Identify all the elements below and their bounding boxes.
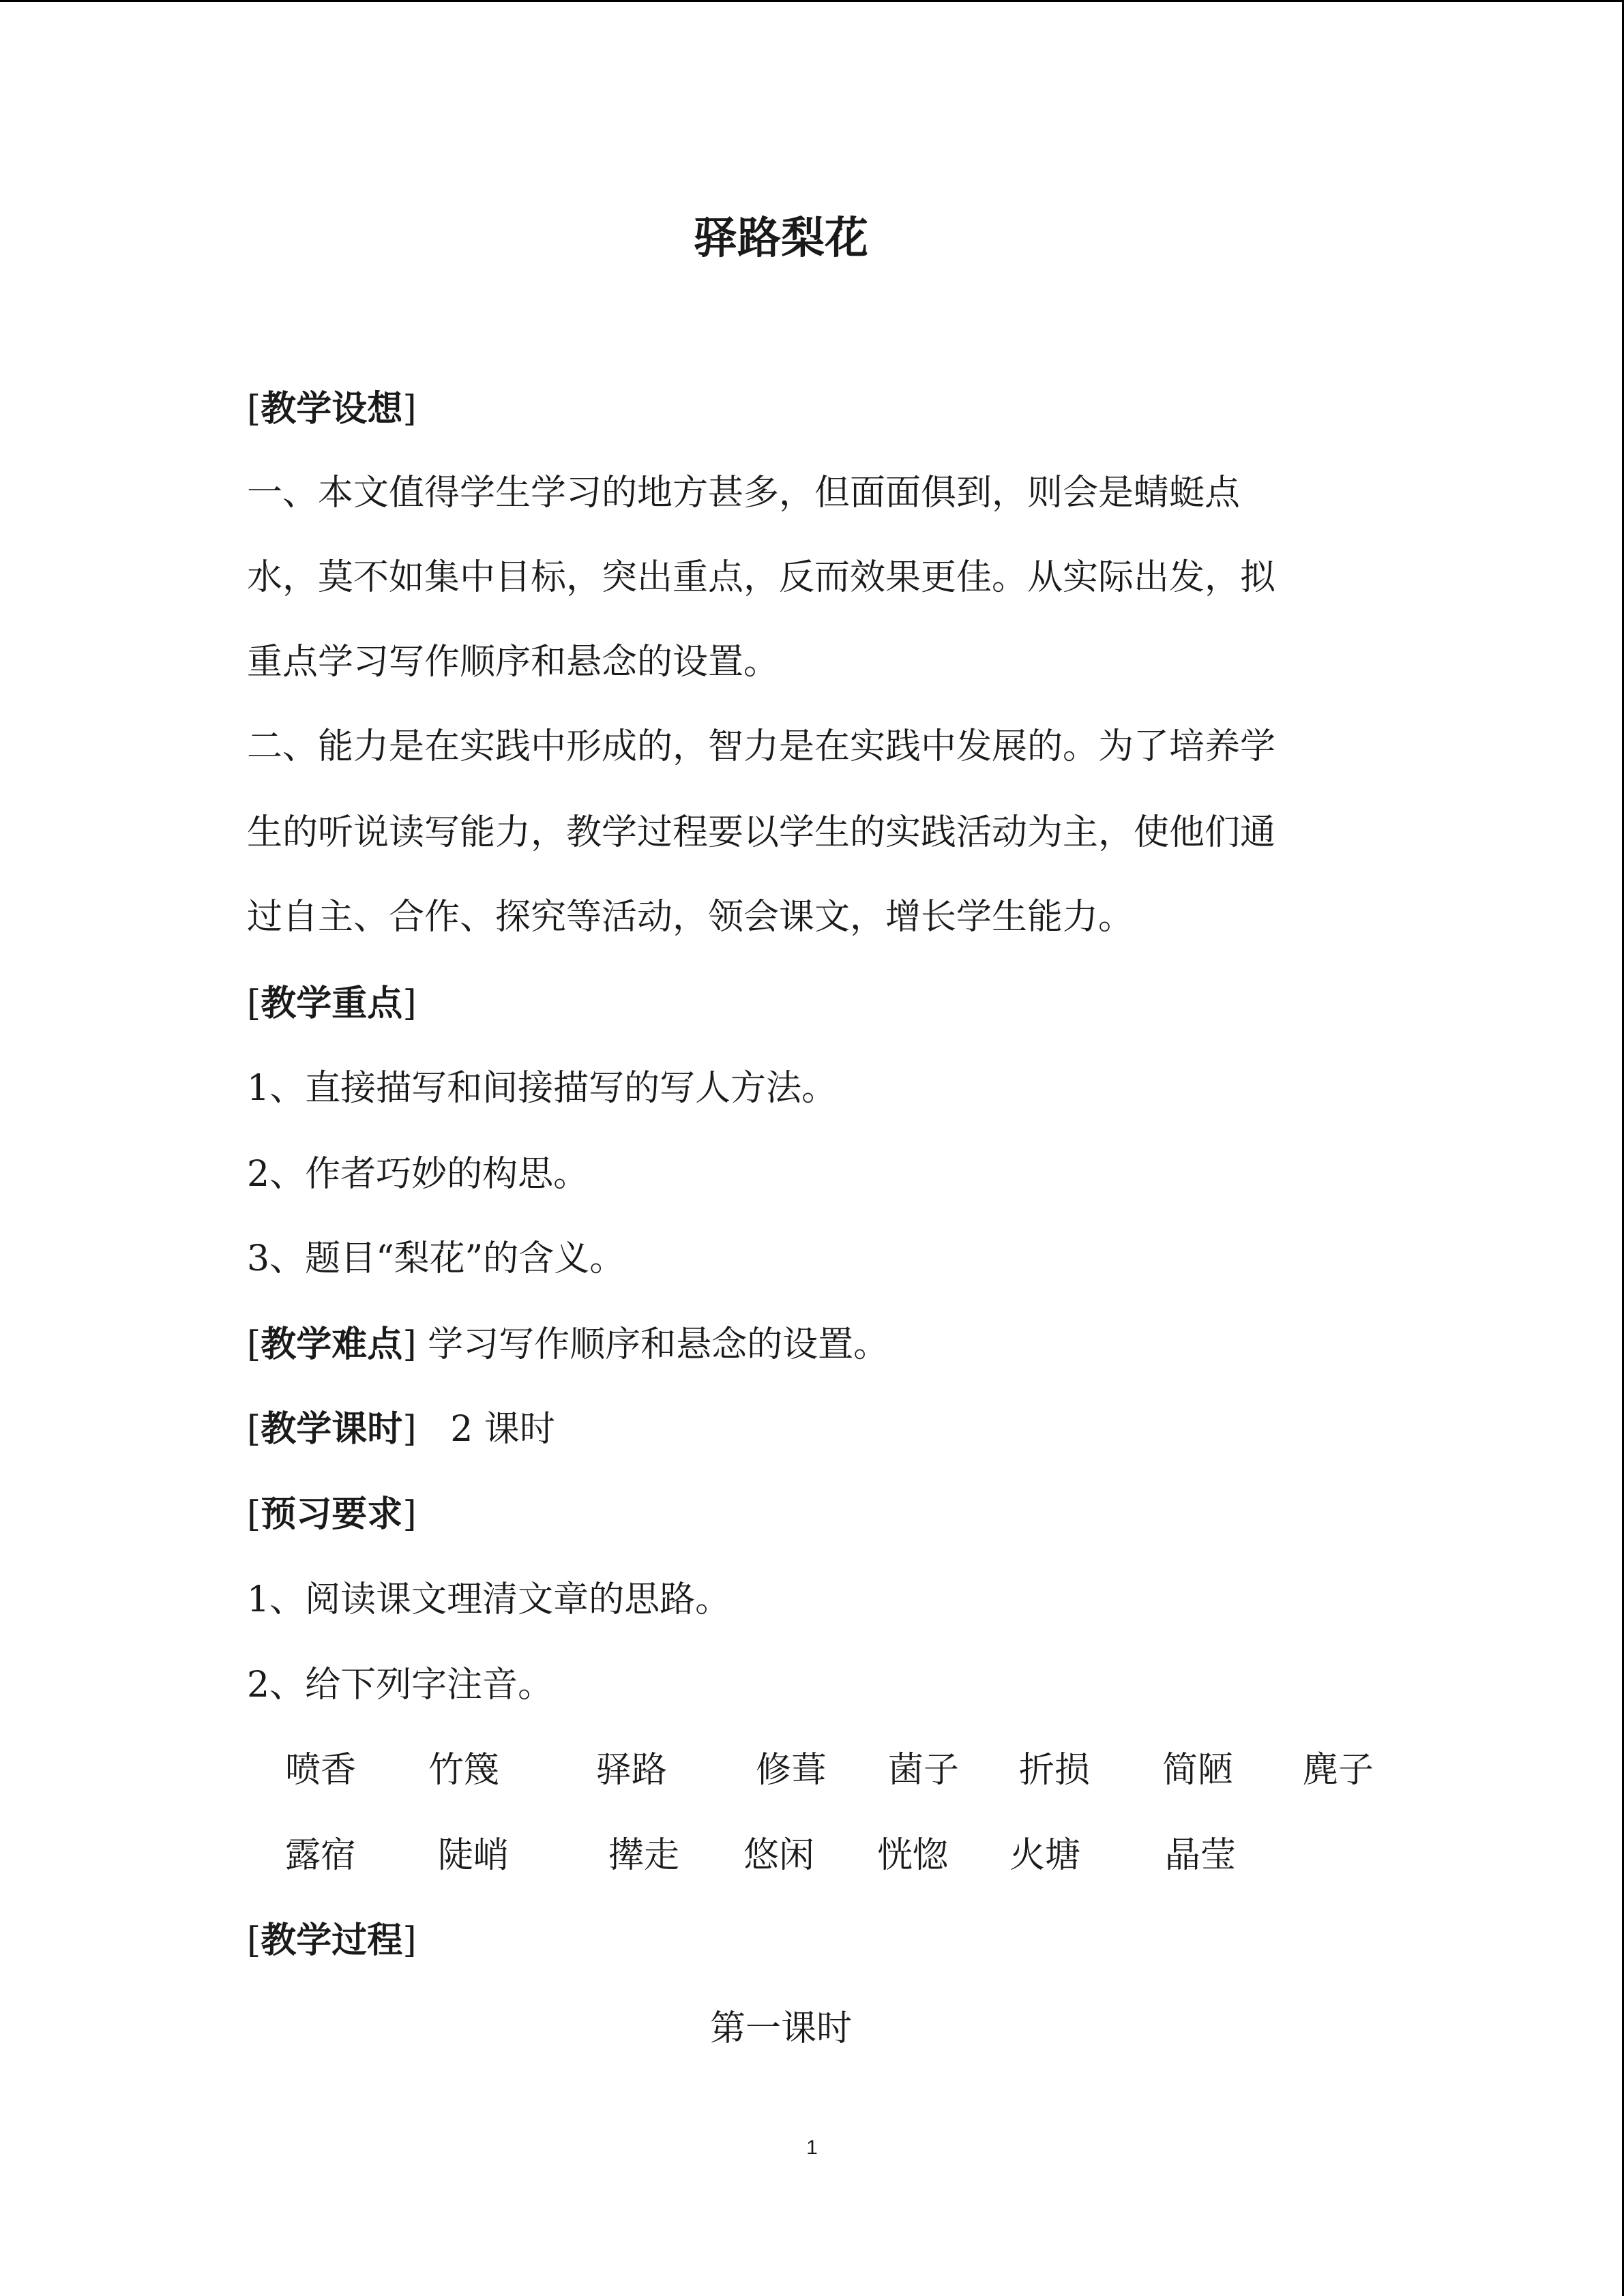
vocab-word: 陡峭 (438, 1835, 510, 1876)
bracket-close: ] (402, 983, 417, 1024)
hours-line (247, 1405, 555, 1453)
bracket-close: ] (402, 1409, 417, 1450)
bracket-open: [ (247, 1920, 261, 1961)
vocab-word: 晶莹 (1165, 1835, 1237, 1876)
page-number: 1 (806, 2136, 818, 2159)
heading-text: 教学设想 (261, 389, 403, 430)
paragraph-line: 一、本文值得学生学习的地方甚多，但面面俱到，则会是蜻蜓点 (247, 473, 1241, 513)
paragraph-line: 重点学习写作顺序和悬念的设置。 (247, 642, 780, 683)
vocab-word: 火塘 (1009, 1835, 1081, 1876)
section-heading-design (247, 385, 417, 433)
vocab-word: 撵走 (608, 1835, 680, 1876)
heading-text: 教学课时 (261, 1409, 403, 1450)
vocab-word: 菌子 (888, 1750, 960, 1791)
bracket-close: ] (402, 1920, 417, 1961)
bracket-close: ] (402, 389, 417, 430)
bracket-close: ] (402, 1324, 417, 1365)
bracket-open: [ (247, 1409, 261, 1450)
key-point-item: 2、作者巧妙的构思。 (247, 1154, 589, 1195)
key-point-item: 3、题目“梨花”的含义。 (247, 1238, 625, 1279)
preview-item: 1、阅读课文理清文章的思路。 (247, 1579, 731, 1620)
difficulty-text: 学习写作顺序和悬念的设置。 (428, 1324, 889, 1365)
vocab-word: 麂子 (1303, 1750, 1374, 1791)
vocab-word: 悠闲 (743, 1835, 815, 1876)
section-heading-preview (247, 1491, 417, 1538)
heading-text: 教学过程 (261, 1920, 403, 1961)
section-heading-process (247, 1917, 417, 1965)
bracket-open: [ (247, 1324, 261, 1365)
difficulty-line (247, 1321, 889, 1369)
vocab-word: 驿路 (596, 1750, 668, 1791)
paragraph-line: 过自主、合作、探究等活动，领会课文，增长学生能力。 (247, 897, 1134, 938)
section-heading-key-points (247, 980, 417, 1028)
vocab-word: 喷香 (285, 1750, 357, 1791)
section-heading-hours (247, 1409, 417, 1450)
page-border-top (0, 0, 1624, 2)
vocab-word: 竹篾 (428, 1750, 500, 1791)
heading-text: 教学重点 (261, 983, 403, 1024)
lesson-title: 第一课时 (709, 2008, 852, 2049)
vocab-word: 恍惚 (877, 1835, 949, 1876)
paragraph-line: 生的听说读写能力，教学过程要以学生的实践活动为主，使他们通 (247, 812, 1276, 853)
heading-text: 预习要求 (261, 1494, 403, 1535)
heading-text: 教学难点 (261, 1324, 403, 1365)
preview-item: 2、给下列字注音。 (247, 1665, 554, 1705)
vocab-word: 修葺 (756, 1750, 827, 1791)
bracket-open: [ (247, 1494, 261, 1535)
vocab-word: 简陋 (1162, 1750, 1234, 1791)
bracket-open: [ (247, 983, 261, 1024)
section-heading-difficulty (247, 1324, 417, 1365)
paragraph-line: 水，莫不如集中目标，突出重点，反而效果更佳。从实际出发，拟 (247, 557, 1276, 598)
bracket-close: ] (402, 1494, 417, 1535)
bracket-open: [ (247, 389, 261, 430)
vocab-word: 露宿 (285, 1835, 357, 1876)
key-point-item: 1、直接描写和间接描写的写人方法。 (247, 1068, 838, 1109)
vocab-word: 折损 (1019, 1750, 1091, 1791)
document-title: 驿路梨花 (694, 213, 868, 264)
paragraph-line: 二、能力是在实践中形成的，智力是在实践中发展的。为了培养学 (247, 726, 1276, 767)
hours-text: 2 课时 (450, 1409, 555, 1450)
